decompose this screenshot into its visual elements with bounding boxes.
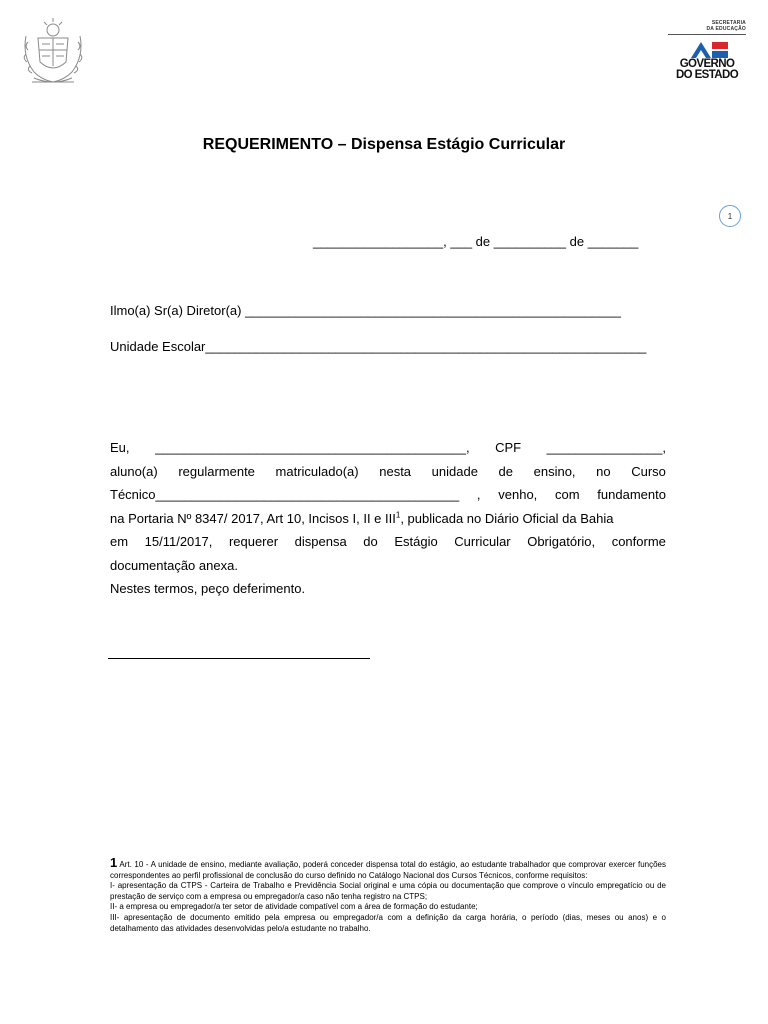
body-word: de xyxy=(498,463,514,479)
body-line-5 xyxy=(110,530,666,554)
bahia-coat-of-arms-icon xyxy=(20,16,86,88)
logo-divider xyxy=(668,34,746,35)
body-word: regularmente xyxy=(178,463,255,479)
do-estado-word: DO ESTADO xyxy=(675,69,739,81)
governo-do-estado-logo xyxy=(668,20,746,88)
body-word: CPF xyxy=(495,440,522,455)
footnote-reference: 1 xyxy=(395,510,401,520)
footnote-intro xyxy=(110,855,666,881)
body-line-2 xyxy=(110,460,666,484)
body-word: ensino, xyxy=(533,463,576,479)
body-word: 15/11/2017, xyxy=(144,534,213,549)
body-word: no xyxy=(596,463,611,479)
body-word: do xyxy=(363,534,378,549)
body-word: nesta xyxy=(379,463,412,479)
page-marker-badge: 1 xyxy=(719,205,741,227)
governo-word: GOVERNO xyxy=(679,58,735,70)
director-fill-line: Ilmo(a) Sr(a) Diretor(a) ____________________________________________________ xyxy=(110,303,622,318)
footnote-item-2: II- a empresa ou empregador/a ter setor de atividade compatível com a área de formação do estudante; xyxy=(110,902,478,912)
body-word: unidade xyxy=(431,463,478,479)
footnote-number: 1 xyxy=(110,855,118,870)
body-word: Estágio xyxy=(394,534,438,549)
body-line-3 xyxy=(110,483,666,507)
body-word: fundamento xyxy=(597,487,666,502)
signature-line xyxy=(108,658,370,659)
body-line-4 xyxy=(110,507,666,531)
name-blank: ___________________________________________, xyxy=(155,440,470,455)
body-word: matriculado(a) xyxy=(275,463,359,479)
closing-line: Nestes termos, peço deferimento. xyxy=(110,581,306,596)
body-word: Eu, xyxy=(110,440,130,455)
cpf-blank: ________________, xyxy=(546,440,666,455)
date-fill-line: __________________, ___ de __________ de _______ xyxy=(313,234,639,249)
body-word: Obrigatório, xyxy=(527,534,596,549)
body-word: conforme xyxy=(611,534,666,549)
body-text-segment: na Portaria Nº 8347/ 2017, Art 10, Incisos I, II e III xyxy=(110,510,396,526)
request-body xyxy=(110,436,666,601)
footnote-item-1: I- apresentação da CTPS - Carteira de Trabalho e Previdência Social original e uma cópia ou documentação que comprove o vínculo empregatício ou de prestação de serviço com a empresa ou empregador/a caso não tenha registro na CTPS; xyxy=(110,881,666,901)
school-unit-fill-line: Unidade Escolar_____________________________________________________________ xyxy=(110,339,647,354)
body-word: dispensa xyxy=(294,534,347,549)
footnote xyxy=(110,855,666,934)
body-word: Curso xyxy=(631,463,666,479)
body-line-1 xyxy=(110,436,666,460)
body-word: com xyxy=(555,487,580,502)
secretaria-label: SECRETARIA xyxy=(711,20,746,26)
body-line-6: documentação anexa. xyxy=(110,557,238,573)
body-word: Curricular xyxy=(454,534,511,549)
body-text-segment: , publicada no Diário Oficial da Bahia xyxy=(400,510,614,526)
footnote-intro-text: Art. 10 - A unidade de ensino, mediante avaliação, poderá conceder dispensa total do estágio, ao estudante trabalhador que comprovar exercer funções correspondentes ao perfil profissional de conclusão do curso definido no Catálogo Nacional dos Cursos Técnicos, conforme requisitos: xyxy=(110,860,666,880)
body-word: requerer xyxy=(228,534,279,549)
course-blank: Técnico__________________________________________ xyxy=(110,487,460,502)
secretaria-sublabel: DA EDUCAÇÃO xyxy=(706,26,746,32)
body-word: venho, xyxy=(498,487,538,502)
footnote-item-3: III- apresentação de documento emitido pela empresa ou empregador/a com a definição da carga horária, o período (dias, meses ou anos) e o detalhamento das atividades desenvolvidas pelo/a estudante no trabalho. xyxy=(110,912,666,933)
body-word: aluno(a) xyxy=(110,463,158,479)
document-title: REQUERIMENTO – Dispensa Estágio Curricular xyxy=(202,136,566,153)
body-word: , xyxy=(476,487,481,502)
body-word: em xyxy=(110,534,129,549)
government-emblem-icon xyxy=(685,39,729,59)
